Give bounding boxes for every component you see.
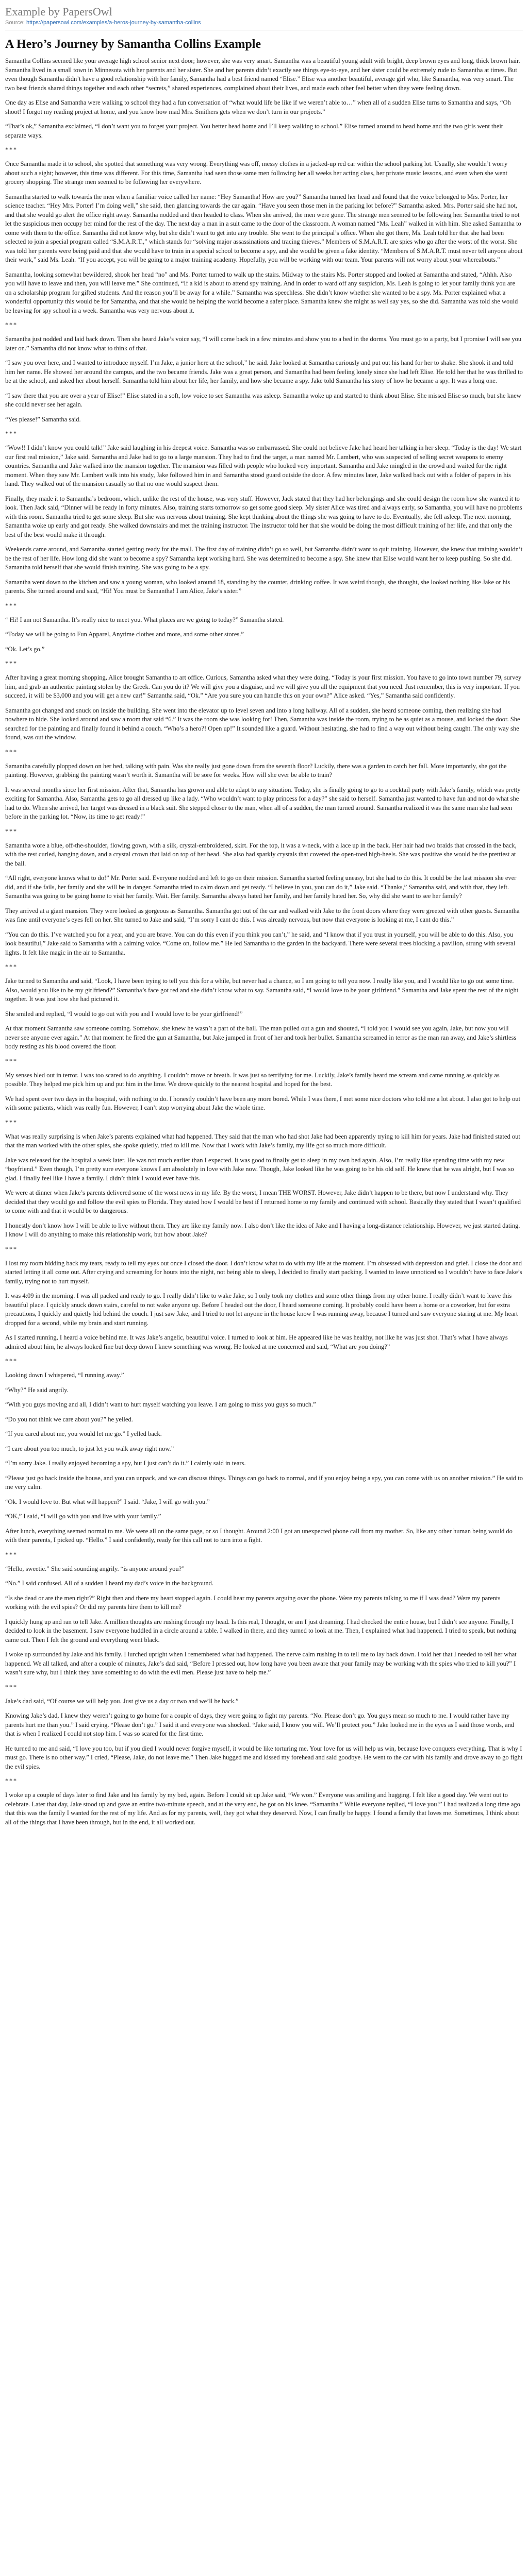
- essay-paragraph: “I saw there that you are over a year of Elise!” Elise stated in a soft, low voice to see Samantha was asleep. Samantha woke up and started to think about Elise. She missed Elise so much, but she knew she could never see her again.: [5, 392, 521, 408]
- essay-paragraph: Samantha wore a blue, off-the-shoulder, flowing gown, with a silk, crystal-embroidered, skirt. For the top, it was a v-neck, with a lace up in the back. Her hair had two braids that crossed in the back, with the rest curled, hanging down, and a crystal crown that laid on top of her head. She also had sparkly crystals that covered the open-toed high-heels. She was positive she would be the prettiest at the ball.: [5, 841, 517, 867]
- essay-paragraph: “You can do this. I’ve watched you for a year, and you are brave. You can do this even if you think you can’t,” he said, and “I know that if you trust in yourself, you will be able to do this. Also, you look beautiful,” Jake said to Samantha with a calming voice. “Come on, follow me.” He led Samantha to the garden in the backyard. There were several trees blocking a pavilion, strung with several lights. It felt like magic in the air to Samantha.: [5, 930, 516, 956]
- essay-paragraph: Knowing Jake’s dad, I knew they weren’t going to go home for a couple of days, they were going to fight my parents. “No. Please don’t go. You guys mean so much to me. I would rather have my parents hurt me than you.” I said crying. “Please don’t go.” I said it and everyone was shocked. “Jake said, I know you will. We’ll protect you.” Jake looked me in the eyes as I said those words, and that is when I realized I could not stop him. I was so scared for the first time.: [5, 1712, 515, 1737]
- section-separator: ***: [5, 1357, 18, 1364]
- essay-paragraph: She smiled and replied, “I would to go out with you and I would love to be your girlfriend!”: [5, 1010, 243, 1018]
- essay-paragraph: “If you cared about me, you would let me go.” I yelled back.: [5, 1430, 162, 1437]
- essay-paragraph: As I started running, I heard a voice behind me. It was Jake’s angelic, beautiful voice. I turned to look at him. He appeared like he was healthy, not like he was just shot. That’s what I have always admired about him, he always looked fine but deep down I knew something was wrong. He looked at me concerned and said, “What are you doing?”: [5, 1334, 508, 1350]
- essay-paragraph: “Hello, sweetie.” She said sounding angrily. “is anyone around you?”: [5, 1565, 185, 1572]
- essay-paragraph: Samantha, looking somewhat bewildered, shook her head “no” and Ms. Porter turned to walk up the stairs. Midway to the stairs Ms. Porter stopped and looked at Samantha and stated, “Ahhh. Also you will have to leave and then, you will leave me.” She continued, “If a kid is about to attend spy training. And in order to ward off any suspicion, Ms. Leah is going to let your family think you are on a scholarship program for gifted students. And the reason you’ll be away for a while.” Samantha was speechless. She didn’t know whether she wanted to be a spy. Ms. Porter explained what a wonderful opportunity this would be for Samantha, and that she would be helping the world become a safer place. Samantha knew she might as well say yes, so she did. Samantha was told she would be leaving for spy school in a week. Samantha was very nervous about it.: [5, 270, 518, 314]
- source-label: Source:: [5, 20, 25, 26]
- essay-paragraph: “I’m sorry Jake. I really enjoyed becoming a spy, but I just can’t do it.” I calmly said in tears.: [5, 1460, 246, 1467]
- essay-body: [5, 57, 523, 1827]
- essay-paragraph: Samantha got changed and snuck on inside the building. She went into the elevator up to level seven and into a long hallway. All of a sudden, she heard someone coming, then realizing she had nowhere to hide. She looked around and saw a room that said “6.” It was the room she was looking for! Then, Samantha was inside the room, trying to be as quiet as a mouse, and locked the door. She searched for the painting and finally found it behind a couch. “Who’s a hero?! Open up!” It sounded like a guard. Without hesitating, she had to find a way out without being caught. The only way she found, was out the window.: [5, 706, 520, 741]
- section-separator: ***: [5, 748, 18, 755]
- essay-paragraph: “Why?” He said angrily.: [5, 1386, 69, 1394]
- essay-paragraph: “That’s ok,” Samantha exclaimed, “I don’t want you to forget your project. You better head home and I’ll keep walking to school.” Elise turned around to head home and the two girls went their separate ways.: [5, 123, 503, 139]
- essay-paragraph: Samantha carefully plopped down on her bed, talking with pain. Was she really just gone down from the seventh floor? Luckily, there was a garden to catch her fall. More importantly, she got the painting. However, grabbing the painting wasn’t worth it. Samantha will be sore for weeks. How will she ever be able to train?: [5, 762, 507, 778]
- essay-paragraph: “OK,” I said, “I will go with you and live with your family.”: [5, 1513, 161, 1520]
- essay-paragraph: Jake turned to Samantha and said, “Look, I have been trying to tell you this for a while, but never had a chance, so I am going to tell you now. I really like you, and I would like to go out some time. Also, would you like to be my girlfriend?” Samantha’s face got red and she didn’t know what to say. Samantha said, “I would love to be your girlfriend.” Samantha and Jake spent the rest of the night together. It was just how she had pictured it.: [5, 977, 519, 1003]
- essay-paragraph: “Please just go back inside the house, and you can unpack, and we can discuss things. Things can go back to normal, and if you enjoy being a spy, you can come with us on another mission.” He said to me very calm.: [5, 1474, 523, 1490]
- essay-paragraph: Samantha Collins seemed like your average high school senior next door; however, she was very smart. Samantha was a beautiful young adult with bright, deep brown eyes and long, thick brown hair. Samantha lived in a small town in Minnesota with her parents and her sister. She and her parents didn’t exactly see things eye-to-eye, and her sister could be extremely rude to Samantha at times. But even though Samantha didn’t have a good relationship with her family, Samantha had a best friend named “Elise.” Elise was another beautiful, average girl who, like Samantha, was very smart. The two best friends shared things together and each other “secrets,” shared experiences, complained about their lives, and made each other feel better when they were feeling down.: [5, 57, 520, 92]
- essay-paragraph: Once Samantha made it to school, she spotted that something was very wrong. Everything was off, messy clothes in a jacked-up red car within the school parking lot. Usually, she wouldn’t worry about such a sight; however, this time was different. For this time, Samantha had seen those same men following her all weeks her acting class, her private music lessons, and even when she went grocery shopping. The strange men seemed to be following her everywhere.: [5, 160, 508, 185]
- essay-paragraph: After lunch, everything seemed normal to me. We were all on the same page, or so I thought. Around 2:00 I got an unexpected phone call from my mother. So, like any other human being would do with their parents, I picked up. “Hello.” I said confidently, ready for this call not to turn into a fight.: [5, 1527, 513, 1544]
- essay-paragraph: I woke up a couple of days later to find Jake and his family by my bed, again. Before I could sit up Jake said, “We won.” Everyone was smiling and hugging. I felt like a good day. We went out to celebrate. Later that day, Jake stood up and gave an entire two-minute speech, and at the very end, he got on his knee. “Samantha.” While everyone replied, “I love you!” I had realized a long time ago that this was the family I wanted for the rest of my life. And as for my parents, well, they got what they deserved. Now, I can finally be happy. I found a family that loves me. Sometimes, I think about all of the things that I have been through, but in the end, it all worked out.: [5, 1791, 520, 1826]
- source-line: [5, 20, 523, 26]
- essay-paragraph: “I care about you too much, to just let you walk away right now.”: [5, 1445, 174, 1452]
- essay-paragraph: Jake was released for the hospital a week later. He was not much earlier than I expected. It was good to finally get to sleep in my own bed again. Also, I’m really like spending time with my new “boyfriend.” Even though, I’m pretty sure everyone knows I am absolutely in love with Jake now. Though, Jake looked like he was going to be his old self. He knew that he was alright, but I was so glad. I finally feel like I have a family. I didn’t think I would ever have this.: [5, 1156, 514, 1182]
- essay-paragraph: “Today we will be going to Fun Apparel, Anytime clothes and more, and some other stores.”: [5, 631, 244, 638]
- essay-paragraph: “All right, everyone knows what to do!” Mr. Porter said. Everyone nodded and left to go on their mission. Samantha started feeling uneasy, but she had to do this. It could be the last mission she ever did, and if she fails, her family and she will be in danger. Samantha tried to calm down and get ready. “I believe in you, you can do it,” Jake said. “Thanks,” Samantha said, and with that, they left. Samantha was going to be going home to visit her family. Wait. Her family. Samantha always hated her family, and her family hated her. So, why did she want to see her family?: [5, 874, 517, 900]
- essay-paragraph: “I saw you over here, and I wanted to introduce myself. I’m Jake, a junior here at the school,” he said. Jake looked at Samantha curiously and put out his hand for her to shake. She shook it and told him her name. He showed her around the campus, and the two became friends. Jake was a great person, and Samantha had been feeling lonely since she had left Elise. He told her that he was thrilled to be at the school, and asked her about herself. Samantha told him about her life, her family, and how she became a spy. Jake told Samantha his story of how he became a spy. It was a long one.: [5, 359, 523, 384]
- source-link[interactable]: https://papersowl.com/examples/a-heros-journey-by-samantha-collins: [26, 20, 201, 26]
- essay-paragraph: What was really surprising is when Jake’s parents explained what had happened. They said that the man who had shot Jake had been apparently trying to kill him for years. Jake had finished stated out that the man worked with the other spies, she spoke quietly, tried to kill me. Now that I work with Jake’s family, my life got so much more difficult.: [5, 1132, 520, 1149]
- essay-paragraph: One day as Elise and Samantha were walking to school they had a fun conversation of “what would life be like if we weren’t able to…” when all of a sudden Elise turns to Samantha and says, “Oh shoot! I forgot my reading project at home, and you know how mad Mrs. Smithers gets when we don’t turn in our projects.”: [5, 99, 511, 115]
- essay-paragraph: We had spent over two days in the hospital, with nothing to do. I honestly couldn’t have been any more bored. While I was there, I met some nice doctors who told me a lot about. I also got to help out with some patients, which was really fun. However, I can’t stop worrying about Jake the whole time.: [5, 1095, 521, 1111]
- essay-paragraph: I woke up surrounded by Jake and his family. I lurched upright when I remembered what had happened. The nerve calm rushing in to tell me to lay back down. I told her that I needed to tell her what happened. We all talked, and after a couple of minutes, Jake’s dad said, “Before I pressed out, how long have you been aware that your family may be working with the spies who tried to kill you?” I wasn’t sure why, but I think they have something to do with the evil men. Please just have to help me.”: [5, 1651, 517, 1676]
- essay-paragraph: “Ok. Let’s go.”: [5, 645, 45, 653]
- section-separator: ***: [5, 1550, 18, 1558]
- essay-paragraph: “ Hi! I am not Samantha. It’s really nice to meet you. What places are we going to today?” Samantha stated.: [5, 616, 284, 623]
- essay-paragraph: He turned to me and said, “I love you too, but if you died I would never forgive myself, it would be like torturing me. Your love for us will help us win, because love conquers everything. That is why I must go. There is no other way.” I cried, “Please, Jake, do not leave me.” Then Jake hugged me and kissed my forehead and said goodbye. He went to the car with his family and drove away to go fight the evil spies.: [5, 1744, 523, 1770]
- essay-paragraph: “No.” I said confused. All of a sudden I heard my dad’s voice in the background.: [5, 1580, 214, 1587]
- section-separator: ***: [5, 146, 18, 153]
- essay-paragraph: They arrived at a giant mansion. They were looked as gorgeous as Samantha. Samantha got out of the car and walked with Jake to the front doors where they were greeted with other guests. Samantha was fine until everyone’s eyes fell on her. She turned to Jake and said, “I’m sorry I cant do this. I was already nervous, but now that everyone is looking at me, I cant do this.”: [5, 907, 520, 923]
- section-separator: ***: [5, 1118, 18, 1126]
- essay-paragraph: “Yes please!” Samantha said.: [5, 415, 81, 423]
- essay-paragraph: After having a great morning shopping, Alice brought Samantha to art office. Curious, Samantha asked what they were doing. “Today is your first mission. You have to go into town number 79, survey him, and grab an authentic painting stolen by the Greek. Can you do it? We will give you a disguise, and we will give you all the equipment that you need. Just remember, this is very important. If you succeed, it will be $3,000 and you will get a new car!” Samantha said, “Ok.” “Are you sure you can handle this on your own?” Alice asked. “Yes,” Samantha said confidently.: [5, 674, 522, 699]
- essay-paragraph: Jake’s dad said, “Of course we will help you. Just give us a day or two and we’ll be back.”: [5, 1697, 239, 1705]
- section-separator: ***: [5, 659, 18, 667]
- section-separator: ***: [5, 1245, 18, 1252]
- essay-paragraph: I honestly don’t know how I will be able to live without them. They are like my family now. I also don’t like the idea of Jake and I having a long-distance relationship. However, we just started dating. I know I will do anything to make this relationship work, but how about Jake?: [5, 1222, 520, 1238]
- essay-paragraph: It was 4:09 in the morning. I was all packed and ready to go. I really didn’t like to wake Jake, so I only took my clothes and some other things from my other home. I really didn’t want to leave this beautiful place. I quickly snuck down stairs, careful to not wake anyone up. Before I headed out the door, I heard someone coming. It probably could have been a home or a coworker, but for extra precautions, I quickly and quietly hid behind the couch. I just saw Jake, and I tried to not let anyone in the house know I was running away, because I turned and saw everyone staring at me. My heart dropped for a second, while my brain and start running.: [5, 1292, 518, 1327]
- essay-paragraph: Samantha went down to the kitchen and saw a young woman, who looked around 18, standing by the counter, drinking coffee. It was weird though, she thought, she looked nothing like Jake or his parents. She turned around and said, “Hi! You must be Samantha! I am Alice, Jake’s sister.”: [5, 578, 510, 595]
- essay-paragraph: My senses bled out in terror. I was too scared to do anything. I couldn’t move or breath. It was just so terrifying for me. Luckily, Jake’s family heard me scream and came running as quickly as possible. They helped me pick him up and put him in the lime. We drove quickly to the nearest hospital and hoped for the best.: [5, 1071, 500, 1088]
- site-name: Example by PapersOwl: [5, 5, 112, 18]
- essay-paragraph: Samantha started to walk towards the men when a familiar voice called her name: “Hey Samantha! How are you?” Samantha turned her head and found that the voice belonged to Mrs. Porter, her science teacher. “Hey Mrs. Porter! I’m doing well,” she said, then glancing towards the car again. “Have you seen those men in the parking lot before?” Samantha asked. Mrs. Porter said she had not, and that she would go alert the office right away. Samantha nodded and then headed to class. When she arrived, the men were gone. The strange men seemed to be following her. Samantha tried to not let the suspicious men occupy her mind for the rest of the day. The next day a man in a suit came to the door of the classroom. A woman named “Ms. Leah” walked in with him. She asked Samantha to come with them to the office. Samantha did not know why, but she didn’t want to get into any trouble. She went to the principal’s office. When she got there, Ms. Leah told her that she had been selected to join a special program called “S.M.A.R.T.,” which stands for “solving major assassinations and tracing thieves.” Members of S.M.A.R.T. are spies who go after the worst of the worst. She was told her parents were being paid and that she would have to train in a special school to become a spy, and she would be given a fake identity. “Members of S.M.A.R.T. must never tell anyone about their work,” said Ms. Leah. “If you accept, you will be going to a major training academy. Hopefully, you will be working with our team. Your parents will not worry about your whereabouts.”: [5, 193, 523, 263]
- section-separator: ***: [5, 827, 18, 835]
- section-separator: ***: [5, 963, 18, 970]
- essay-paragraph: We were at dinner when Jake’s parents delivered some of the worst news in my life. By the worst, I mean THE WORST. However, Jake didn’t happen to be there, but now I understand why. They decided that they would go and follow the evil spies to Florida. They stated how I would be best if I returned home to my family and continued with school. Basically they stated that I wasn’t qualified to come with and that it would be to dangerous.: [5, 1189, 521, 1214]
- essay-paragraph: Looking down I whispered, “I running away.”: [5, 1371, 124, 1379]
- essay-title: A Hero’s Journey by Samantha Collins Example: [5, 38, 261, 51]
- essay-paragraph: “Do you not think we care about you?” he yelled.: [5, 1415, 133, 1423]
- essay-paragraph: Weekends came around, and Samantha started getting ready for the mall. The first day of training didn’t go so well, but Samantha didn’t want to quit training. However, she knew that training wouldn’t be the rest of her life. How long did she want to become a spy? Samantha kept working hard. She was determined to become a spy. She knew that Elise would want her to keep pushing. So she did. Samantha told herself that she would finish training. She was going to be a spy.: [5, 546, 523, 571]
- section-separator: ***: [5, 430, 18, 437]
- essay-paragraph: “With you guys moving and all, I didn’t want to hurt myself watching you leave. I am going to miss you guys so much.”: [5, 1401, 316, 1408]
- section-separator: ***: [5, 601, 18, 609]
- section-separator: ***: [5, 1683, 18, 1690]
- essay-paragraph: I lost my room bidding back my tears, ready to tell my eyes out once I closed the door. I don’t know what to do with my life at the moment. I’m obsessed with depression and grief. I close the door and started letting it all come out. After crying and screaming for hours into the night, not being able to sleep, I decided to finally start packing. I wanted to leave unnoticed so I wouldn’t have to face Jake’s family, trying not to hurt myself.: [5, 1259, 522, 1285]
- essay-paragraph: “Ok. I would love to. But what will happen?” I said. “Jake, I will go with you.”: [5, 1498, 210, 1505]
- section-separator: ***: [5, 1777, 18, 1784]
- essay-paragraph: “Is she dead or are the men right?” Right then and there my heart stopped again. I could hear my parents arguing over the phone. Were my parents talking to me if I was dead? Were my parents working with the evil spies? Or did my parents hire them to kill me?: [5, 1594, 501, 1611]
- section-separator: ***: [5, 1057, 18, 1064]
- site-header: [5, 5, 523, 30]
- essay-paragraph: “Wow!! I didn’t know you could talk!” Jake said laughing in his deepest voice. Samantha was so embarrassed. She could not believe Jake had heard her talking in her sleep. “Today is the day! We start our first real mission,” Jake said. Samantha and Jake had to go to a large mansion. They had to find the target, a man named Mr. Lambert, who was suspected of selling secret weapons to enemy countries. Samantha and Jake walked into the mansion together. The mansion was filled with people who looked very important. Samantha and Jake mingled in the crowd and waited for the right moment. When they saw Mr. Lambert walk into his study, Jake followed him in and Samantha stood guard outside the door. A few minutes later, Jake walked back out with a folder of papers in his hand. They walked out of the mansion casually so that no one would suspect them.: [5, 444, 522, 487]
- essay-paragraph: I quickly hung up and ran to tell Jake. A million thoughts are rushing through my head. Is this real, I thought, or am I just dreaming. I had checked the entire house, but I didn’t see anyone. Finally, I decided to look in the basement. I saw everyone huddled in a circle around a table. I walked in there, and they turned to look at me. Then, I explained what had happened. I tried to speak, but nothing came out. Then I felt the ground and everything went black.: [5, 1618, 517, 1643]
- essay-paragraph: Finally, they made it to Samantha’s bedroom, which, unlike the rest of the house, was very stuff. However, Jack stated that they had her belongings and she could design the room how she wanted it to look. Then Jack said, “Dinner will be ready in forty minutes. Also, training starts tomorrow so get some good sleep. My sister Alice was tired and always early, so Samantha, you will have no problems with this room. Samantha tried to get some sleep. But she was nervous about training. She kept thinking about the things she was going to have to do. Eventually, she fell asleep. The next morning, Samantha woke up early and got ready. She walked downstairs and met the training instructor. The instructor told her that she would be doing the most difficult training of her life, and that only the best of the best would make it through.: [5, 495, 522, 538]
- essay-paragraph: At that moment Samantha saw someone coming. Somehow, she knew he wasn’t a part of the ball. The man pulled out a gun and shouted, “I told you I would see you again, Jake, but now you will never see anyone ever again.” At that moment he fired the gun at Samantha, but Jake jumped in front of her and took her bullet. Samantha screamed in terror as the man ran away, and Jake’s shirtless body resting as his blood covered the floor.: [5, 1025, 517, 1050]
- essay-paragraph: Samantha just nodded and laid back down. Then she heard Jake’s voice say, “I will come back in a few minutes and show you to a bed in the dorms. You must go to a party, but I promise I will see you later on.” Samantha did not know what to think of that.: [5, 335, 522, 352]
- essay-paragraph: It was several months since her first mission. After that, Samantha has grown and able to adapt to any situation. Today, she is finally going to go to a cocktail party with Jake’s family, which was pretty exciting for Samantha. Also, Samantha gets to go all dressed up like a lady. “Who wouldn’t want to play princess for a day?” she said to herself. Samantha just wanted to have fun and not do what she had to do. When she arrived, her target was dressed in a black suit. She stepped closer to the man, when all of a sudden, the man turned around. Samantha realized it was the same man she had seen before in the parking lot. “Now, its time to get ready!”: [5, 786, 521, 820]
- section-separator: ***: [5, 321, 18, 328]
